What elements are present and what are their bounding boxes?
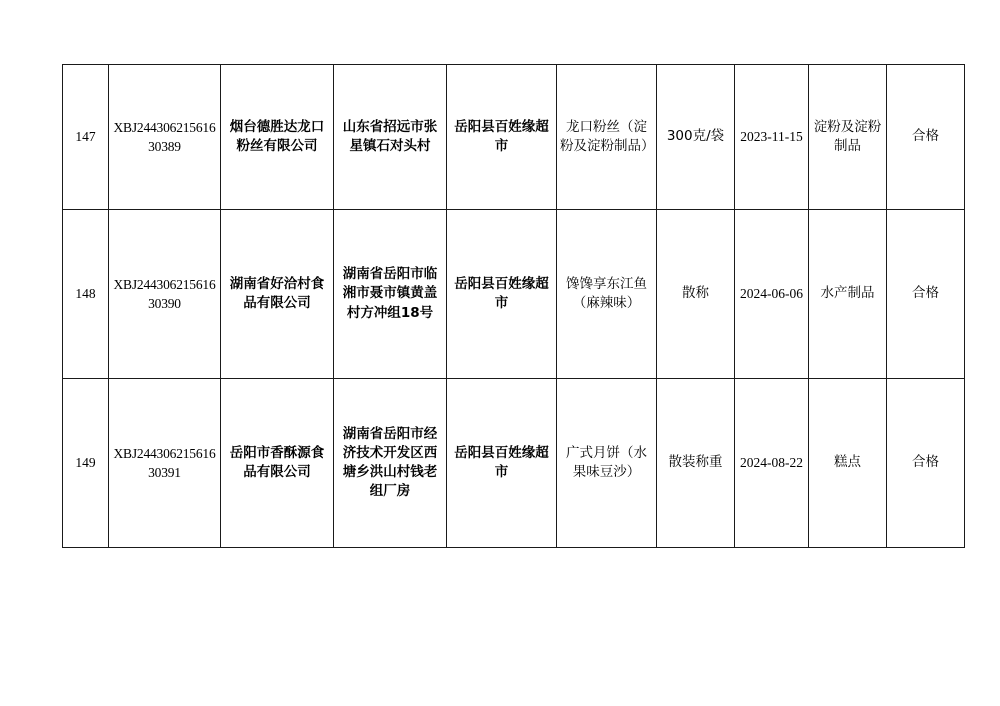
producer-name: 烟台德胜达龙口粉丝有限公司 [221, 65, 334, 210]
producer-address: 山东省招远市张星镇石对头村 [334, 65, 447, 210]
food-name: 馋馋享东江鱼（麻辣味） [557, 210, 657, 379]
table-row [63, 65, 965, 210]
inspection-result: 合格 [887, 65, 965, 210]
producer-name: 岳阳市香酥源食品有限公司 [221, 379, 334, 548]
row-index: 147 [63, 65, 109, 210]
production-date: 2024-08-22 [735, 379, 809, 548]
specification: 散称 [657, 210, 735, 379]
producer-name: 湖南省好洽村食品有限公司 [221, 210, 334, 379]
sample-code: XBJ24430621561630390 [109, 210, 221, 379]
table-row [63, 379, 965, 548]
production-date: 2023-11-15 [735, 65, 809, 210]
sampled-store: 岳阳县百姓缘超市 [447, 65, 557, 210]
table-row [63, 210, 965, 379]
row-index: 149 [63, 379, 109, 548]
food-category: 淀粉及淀粉制品 [809, 65, 887, 210]
producer-address: 湖南省岳阳市经济技术开发区西塘乡洪山村钱老组厂房 [334, 379, 447, 548]
food-category: 水产制品 [809, 210, 887, 379]
specification: 300克/袋 [657, 65, 735, 210]
producer-address: 湖南省岳阳市临湘市聂市镇黄盖村方冲组18号 [334, 210, 447, 379]
sampled-store: 岳阳县百姓缘超市 [447, 379, 557, 548]
inspection-results-table [62, 64, 965, 548]
production-date: 2024-06-06 [735, 210, 809, 379]
food-category: 糕点 [809, 379, 887, 548]
sampled-store: 岳阳县百姓缘超市 [447, 210, 557, 379]
inspection-result: 合格 [887, 210, 965, 379]
food-name: 广式月饼（水果味豆沙） [557, 379, 657, 548]
inspection-result: 合格 [887, 379, 965, 548]
row-index: 148 [63, 210, 109, 379]
food-name: 龙口粉丝（淀粉及淀粉制品） [557, 65, 657, 210]
sample-code: XBJ24430621561630389 [109, 65, 221, 210]
sample-code: XBJ24430621561630391 [109, 379, 221, 548]
specification: 散装称重 [657, 379, 735, 548]
